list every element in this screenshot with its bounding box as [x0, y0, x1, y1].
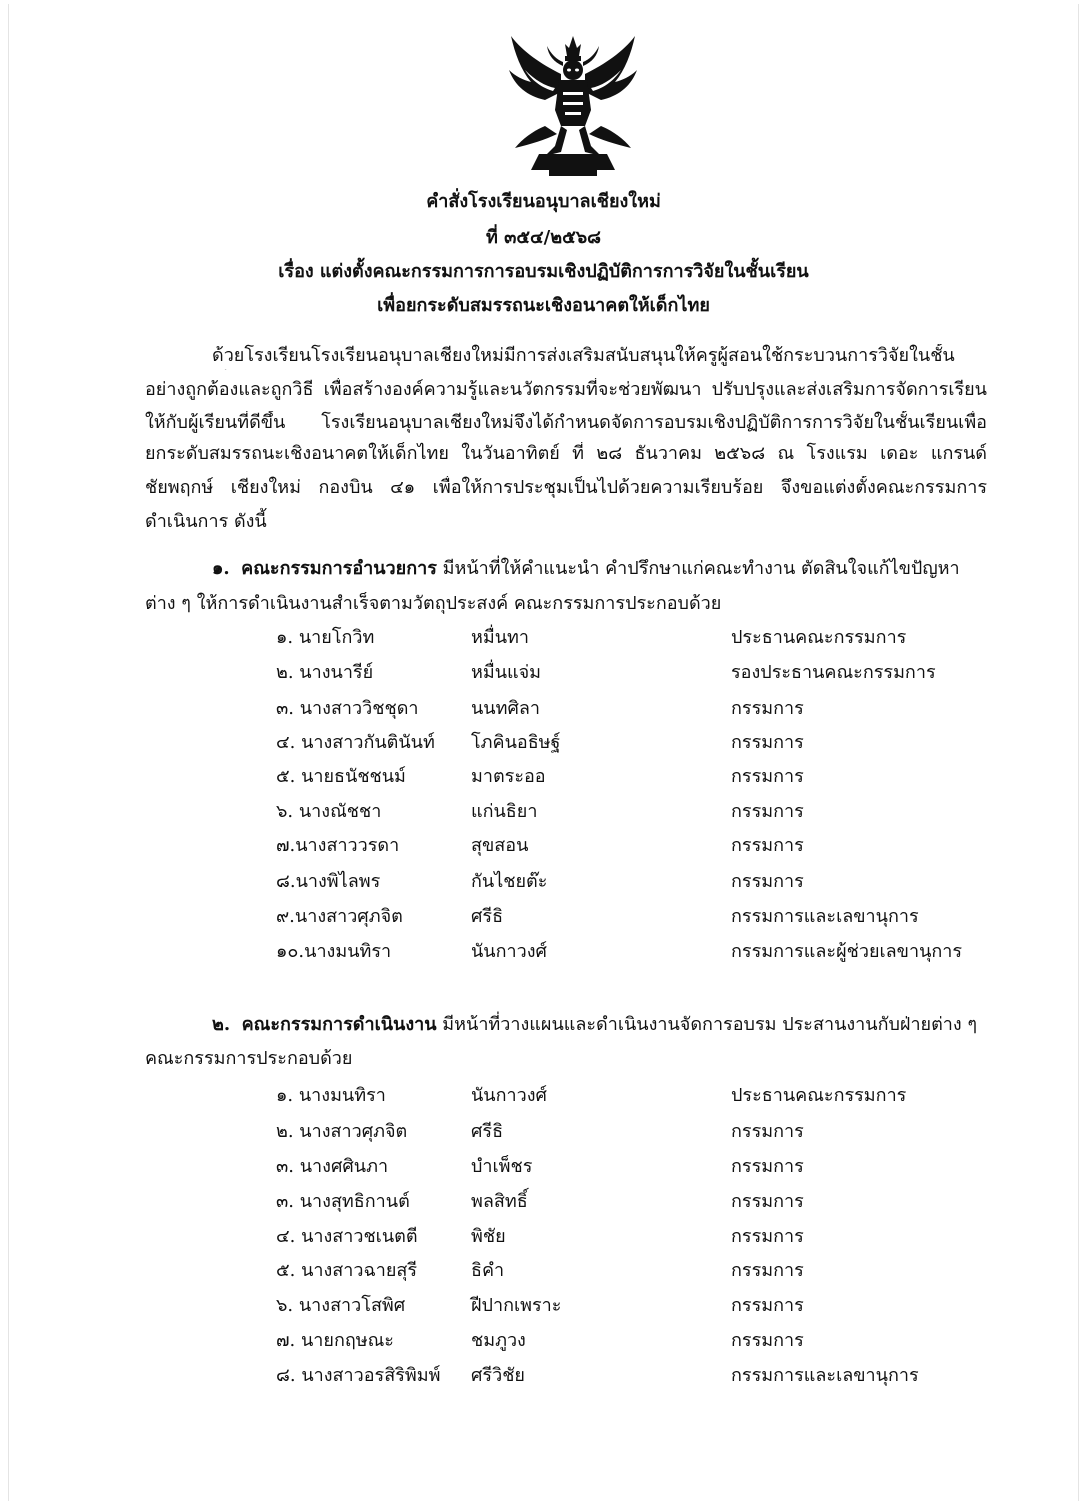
member-role: รองประธานคณะกรรมการ — [731, 662, 936, 683]
member-surname: ศรีธิ — [471, 1121, 504, 1142]
member-surname: หมื่นแจ่ม — [471, 662, 542, 683]
order-subject-line2: เพื่อยกระดับสมรรถนะเชิงอนาคตให้เด็กไทย — [377, 295, 710, 316]
member-surname: โภคินอธิษฐ์ — [471, 732, 561, 753]
list-item — [0, 765, 1087, 799]
list-item — [0, 834, 1087, 868]
section2-description-cont: คณะกรรมการประกอบด้วย — [145, 1048, 353, 1069]
section2-heading — [212, 1013, 987, 1037]
member-surname: แก่นธิยา — [471, 801, 538, 822]
member-name: ๑๐.นางมนทิรา — [276, 941, 392, 962]
list-item — [0, 905, 1087, 939]
section2-number: ๒. — [212, 1014, 231, 1035]
member-name: ๕. นางสาวฉายสุรี — [276, 1260, 418, 1281]
member-name: ๕. นายธนัชชนม์ — [276, 766, 406, 787]
list-item — [0, 661, 1087, 695]
list-item — [0, 1190, 1087, 1224]
member-role: กรรมการ — [731, 1121, 804, 1142]
member-surname: สุขสอน — [471, 835, 529, 856]
list-item — [0, 697, 1087, 731]
member-surname: ชมภูวง — [471, 1330, 526, 1351]
list-item — [0, 1329, 1087, 1363]
list-item — [0, 1225, 1087, 1259]
garuda-emblem-icon — [505, 30, 641, 178]
member-name: ๗.นางสาววรดา — [276, 835, 400, 856]
member-surname: พลสิทธิ์ — [471, 1191, 528, 1212]
section2-description: มีหน้าที่วางแผนและดำเนินงานจัดการอบรม ประสานงานกับฝ่ายต่าง ๆ — [442, 1014, 978, 1035]
list-item — [0, 870, 1087, 904]
member-role: กรรมการ — [731, 1330, 804, 1351]
member-role: ประธานคณะกรรมการ — [731, 1085, 907, 1106]
list-item — [0, 800, 1087, 834]
order-number: ที่ ๓๕๔/๒๕๖๘ — [485, 227, 602, 248]
intro-line: อย่างถูกต้องและถูกวิธี เพื่อสร้างองค์ความรู้และนวัตกรรมที่จะช่วยพัฒนา ปรับปรุงและส่งเสริมการจัดการเรียน — [145, 379, 987, 400]
member-surname: มาตระออ — [471, 766, 546, 787]
member-name: ๒. นางนารีย์ — [276, 662, 374, 683]
member-role: กรรมการและเลขานุการ — [731, 906, 919, 927]
member-name: ๗. นายกฤษณะ — [276, 1330, 394, 1351]
section1-number: ๑. — [212, 558, 230, 579]
member-surname: หมื่นทา — [471, 627, 530, 648]
member-role: กรรมการ — [731, 1295, 804, 1316]
member-name: ๓. นางศศินภา — [276, 1156, 389, 1177]
member-surname: นันกาวงศ์ — [471, 1085, 547, 1106]
member-name: ๖. นางสาวโสพิศ — [276, 1295, 406, 1316]
section1-description: มีหน้าที่ให้คำแนะนำ คำปรึกษาแก่คณะทำงาน ตัดสินใจแก้ไขปัญหา — [442, 558, 960, 579]
member-surname: กันไชยต๊ะ — [471, 871, 548, 892]
member-role: กรรมการ — [731, 801, 804, 822]
member-name: ๒. นางสาวศุภจิต — [276, 1121, 408, 1142]
member-role: กรรมการและเลขานุการ — [731, 1365, 919, 1386]
list-item — [0, 1294, 1087, 1328]
member-role: กรรมการ — [731, 871, 804, 892]
intro-line: ยกระดับสมรรถนะเชิงอนาคตให้เด็กไทย ในวันอาทิตย์ ที่ ๒๘ ธันวาคม ๒๕๖๘ ณ โรงแรม เดอะ แกรนด์ — [145, 443, 987, 464]
list-item — [0, 1084, 1087, 1118]
member-name: ๙.นางสาวศุภจิต — [276, 906, 403, 927]
member-surname: นันกาวงศ์ — [471, 941, 547, 962]
list-item — [0, 626, 1087, 660]
list-item — [0, 1364, 1087, 1398]
member-surname: นนทศิลา — [471, 698, 541, 719]
member-name: ๑. นางมนทิรา — [276, 1085, 386, 1106]
member-surname: ฝีปากเพราะ — [471, 1295, 562, 1316]
member-role: กรรมการและผู้ช่วยเลขานุการ — [731, 941, 963, 962]
member-role: กรรมการ — [731, 1191, 804, 1212]
intro-line: ดำเนินการ ดังนี้ — [145, 511, 267, 532]
member-role: กรรมการ — [731, 766, 804, 787]
section1-heading — [212, 557, 987, 581]
member-name: ๘. นางสาวอรสิริพิมพ์ — [276, 1365, 441, 1386]
member-name: ๑. นายโกวิท — [276, 627, 375, 648]
order-subject: เรื่อง แต่งตั้งคณะกรรมการการอบรมเชิงปฏิบัติการการวิจัยในชั้นเรียน — [278, 261, 809, 282]
intro-line: ชัยพฤกษ์ เชียงใหม่ กองบิน ๔๑ เพื่อให้การประชุมเป็นไปด้วยความเรียบร้อย จึงขอแต่งตั้งคณะกรรมการ — [145, 477, 987, 498]
list-item — [0, 731, 1087, 765]
member-role: กรรมการ — [731, 835, 804, 856]
member-name: ๔. นางสาวกันตินันท์ — [276, 732, 435, 753]
member-role: กรรมการ — [731, 698, 804, 719]
member-name: ๔. นางสาวชเนตตี — [276, 1226, 418, 1247]
member-surname: พิชัย — [471, 1226, 506, 1247]
member-role: กรรมการ — [731, 732, 804, 753]
member-surname: ศรีธิ — [471, 906, 504, 927]
member-role: กรรมการ — [731, 1226, 804, 1247]
member-surname: ธิคำ — [471, 1260, 505, 1281]
list-item — [0, 940, 1087, 974]
intro-line: ให้กับผู้เรียนที่ดีขึ้น โรงเรียนอนุบาลเชียงใหม่จึงได้กำหนดจัดการอบรมเชิงปฏิบัติการการวิจัยในชั้นเรียนเพื่อ — [145, 412, 987, 433]
member-role: กรรมการ — [731, 1156, 804, 1177]
section2-title: คณะกรรมการดำเนินงาน — [241, 1014, 437, 1035]
member-name: ๖. นางณัชชา — [276, 801, 382, 822]
order-title: คำสั่งโรงเรียนอนุบาลเชียงใหม่ — [426, 191, 661, 212]
list-item — [0, 1155, 1087, 1189]
member-name: ๓. นางสาววิชชุดา — [276, 698, 419, 719]
intro-line: ด้วยโรงเรียนโรงเรียนอนุบาลเชียงใหม่มีการส่งเสริมสนับสนุนให้ครูผู้สอนใช้กระบวนการวิจัยในชั้น — [212, 345, 955, 366]
section1-title: คณะกรรมการอำนวยการ — [241, 558, 437, 579]
member-name: ๓. นางสุทธิกานต์ — [276, 1191, 410, 1212]
section1-description-cont: ต่าง ๆ ให้การดำเนินงานสำเร็จตามวัตถุประสงค์ คณะกรรมการประกอบด้วย — [145, 593, 722, 614]
member-surname: บำเพ็ชร — [471, 1156, 533, 1177]
member-role: ประธานคณะกรรมการ — [731, 627, 907, 648]
member-role: กรรมการ — [731, 1260, 804, 1281]
list-item — [0, 1120, 1087, 1154]
member-surname: ศรีวิชัย — [471, 1365, 525, 1386]
list-item — [0, 1259, 1087, 1293]
member-name: ๘.นางพิไลพร — [276, 871, 381, 892]
